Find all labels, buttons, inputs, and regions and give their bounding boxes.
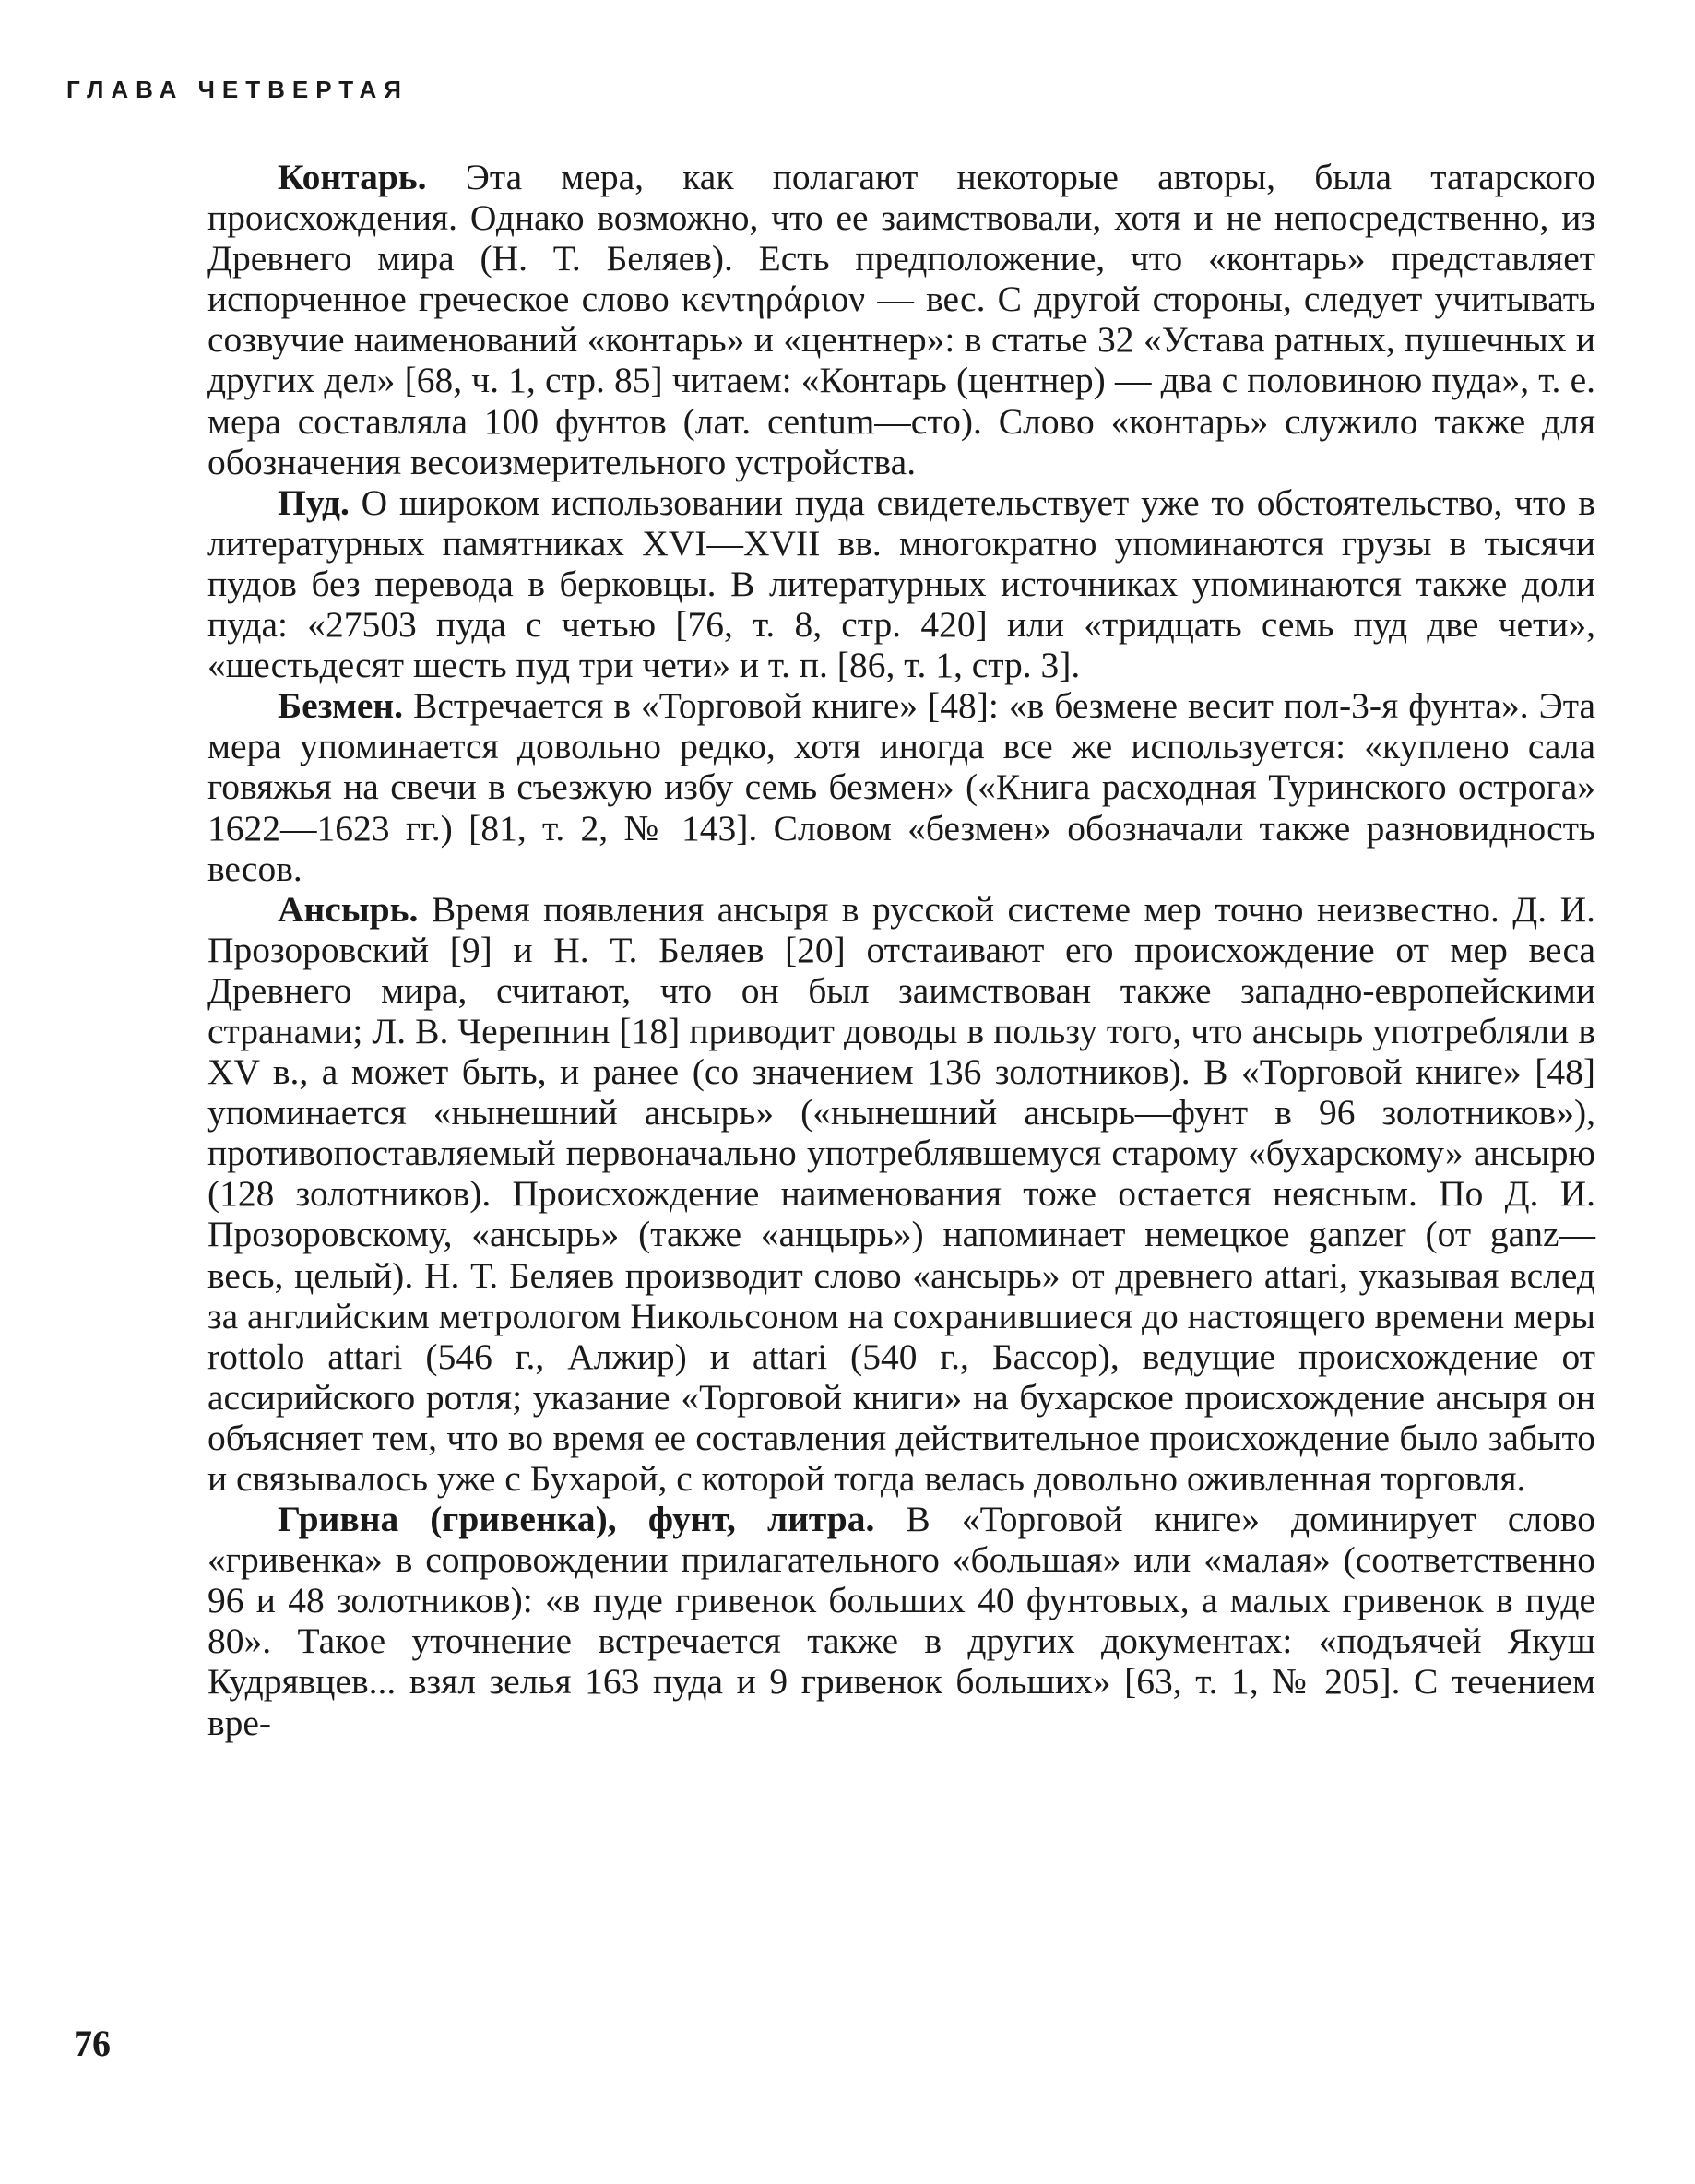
body-text <box>207 157 1595 1743</box>
paragraph-ansyr <box>207 889 1595 1499</box>
paragraph-ansyr-text: Время появления ансыря в русской системе мер точно неизвестно. Д. И. Прозоровский [9] и Н. Т. Беляев [20] отстаивают его происхождение от мер веса Древнего мира, считают, что он был заимствован также западно-европейскими странами; Л. В. Черепнин [18] приводит доводы в пользу того, что ансырь употребляли в XV в., а может быть, и ранее (со значением 136 золотников). В «Торговой книге» [48] упоминается «нынешний ансырь» («нынешний ансырь—фунт в 96 золотников»), противопоставляемый первоначально употреблявшемуся старому «бухарскому» ансырю (128 золотников). Происхождение наименования тоже остается неясным. По Д. И. Прозоровскому, «ансырь» (также «анцырь») напоминает немецкое ganzer (от ganz— весь, целый). Н. Т. Беляев производит слово «ансырь» от древнего attari, указывая вслед за английским метрологом Никольсоном на сохранившиеся до настоящего времени меры rottolo attari (546 г., Алжир) и attari (540 г., Бассор), ведущие происхождение от ассирийского ротля; указание «Торговой книги» на бухарское происхождение ансыря он объясняет тем, что во время ее составления действительное происхождение было забыто и связывалось уже с Бухарой, с которой тогда велась довольно оживленная торговля. <box>207 888 1595 1499</box>
page-number: 76 <box>74 2023 111 2064</box>
paragraph-grivna-text: В «Торговой книге» доминирует слово «гривенка» в сопровождении прилагательного «большая» или «малая» (соответственно 96 и 48 золотников): «в пуде гривенок больших 40 фунтовых, а малых гривенок в пуде 80». Такое уточнение встречается также в других документах: «подъячей Якуш Кудрявцев... взял зелья 163 пуда и 9 гривенок больших» [63, т. 1, № 205]. С течением вре- <box>207 1499 1595 1743</box>
paragraph-kontar-text: Эта мера, как полагают некоторые авторы, была татарского происхождения. Однако возможно, что ее заимствовали, хотя и не непосредственно, из Древнего мира (Н. Т. Беляев). Есть предположение, что «контарь» представляет испорченное греческое слово κεντηράριον — вес. С другой стороны, следует учитывать созвучие наименований «контарь» и «центнер»: в статье 32 «Устава ратных, пушечных и других дел» [68, ч. 1, стр. 85] читаем: «Контарь (центнер) — два с половиною пуда», т. е. мера составляла 100 фунтов (лат. centum—сто). Слово «контарь» служило также для обозначения весоизмерительного устройства. <box>207 157 1595 482</box>
paragraph-grivna <box>207 1499 1595 1743</box>
term-pud: Пуд. <box>278 481 350 523</box>
term-ansyr: Ансырь. <box>278 888 419 930</box>
paragraph-pud-text: О широком использовании пуда свидетельствует уже то обстоятельство, что в литературных памятниках XVI—XVII вв. многократно упоминаются грузы в тысячи пудов без перевода в берковцы. В литературных источниках упоминаются также доли пуда: «27503 пуда с четью [76, т. 8, стр. 420] или «тридцать семь пуд две чети», «шестьдесят шесть пуд три чети» и т. п. [86, т. 1, стр. 3]. <box>207 481 1595 686</box>
paragraph-bezmen <box>207 685 1595 888</box>
paragraph-kontar <box>207 157 1595 482</box>
running-head: ГЛАВА ЧЕТВЕРТАЯ <box>66 76 409 103</box>
term-kontar: Контарь. <box>278 157 427 197</box>
paragraph-bezmen-text: Встречается в «Торговой книге» [48]: «в безмене весит пол-3-я фунта». Эта мера упоминается довольно редко, хотя иногда все же используется: «куплено сала говяжья на свечи в съезжую избу семь безмен» («Книга расходная Туринского острога» 1622—1623 гг.) [81, т. 2, № 143]. Словом «безмен» обозначали также разновидность весов. <box>207 685 1595 889</box>
term-bezmen: Безмен. <box>278 685 404 727</box>
term-grivna: Гривна (гривенка), фунт, литра. <box>278 1499 875 1540</box>
paragraph-pud <box>207 482 1595 685</box>
